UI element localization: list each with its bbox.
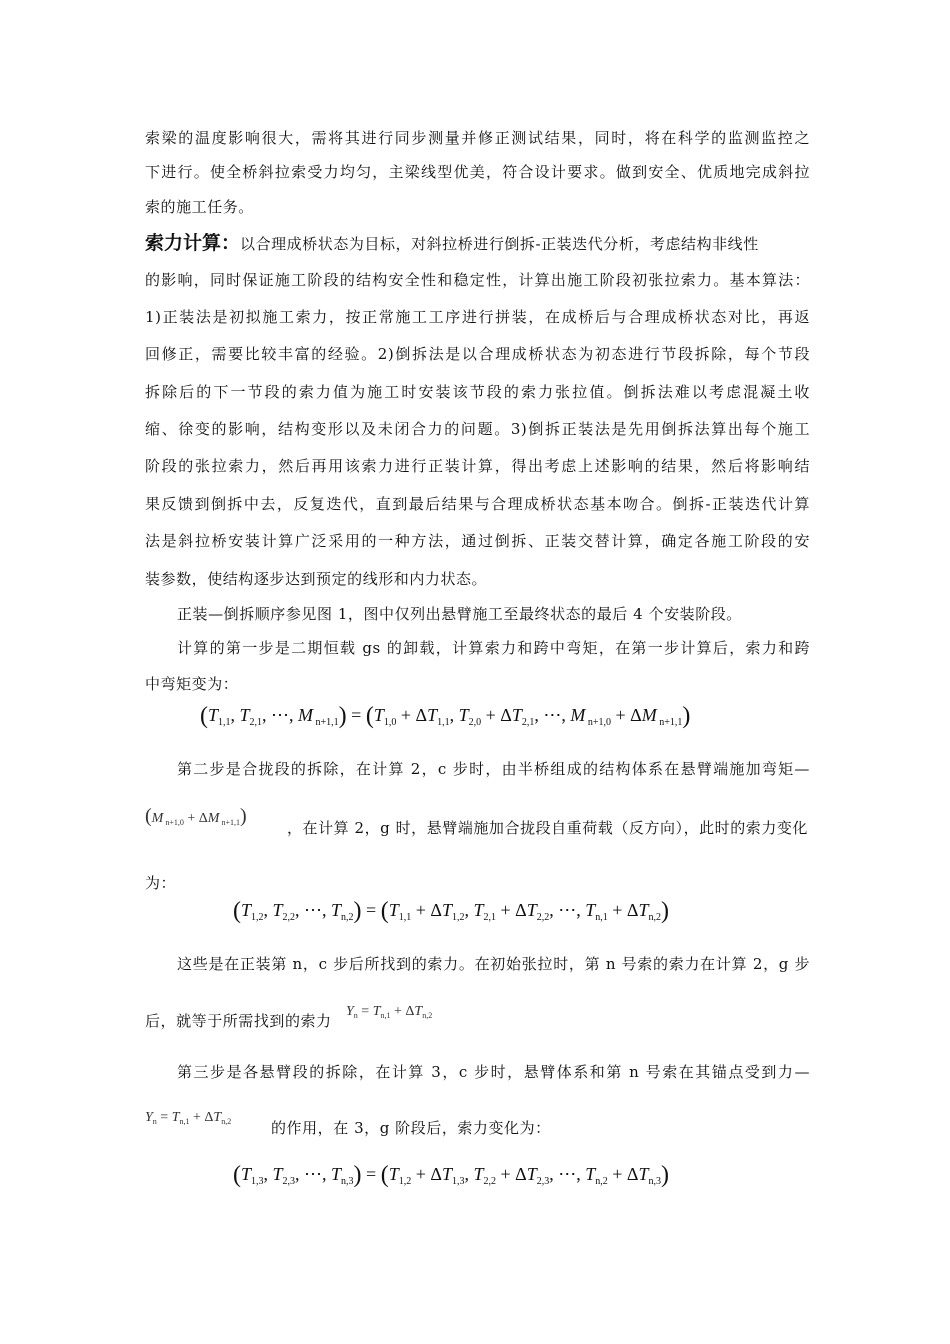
section-line	[145, 233, 810, 254]
paragraph-line: 装参数，使结构逐步达到预定的线形和内力状态。	[145, 570, 488, 588]
inline-equation: $Y_n = T_{n,1} + \Delta T_{n,2}$	[346, 1004, 433, 1020]
paragraph-line: 后，就等于所需找到的索力	[145, 1012, 332, 1030]
paragraph-line: 拆除后的下一节段的索力值为施工时安装该节段的索力张拉值。倒拆法难以考虑混凝土收	[145, 383, 810, 401]
paragraph-line: 的影响，同时保证施工阶段的结构安全性和稳定性，计算出施工阶段初张拉索力。基本算法：	[145, 271, 810, 289]
paragraph-line: 索梁的温度影响很大，需将其进行同步测量并修正测试结果，同时，将在科学的监测监控之	[145, 129, 810, 147]
paragraph-line: 索的施工任务。	[145, 198, 254, 216]
paragraph-line: ，在计算 2，g 时，悬臂端施加合拢段自重荷载（反方向），此时的索力变化	[287, 819, 808, 837]
paragraph-line: 回修正，需要比较丰富的经验。2)倒拆法是以合理成桥状态为初态进行节段拆除，每个节段	[145, 345, 810, 363]
paragraph-line: 果反馈到倒拆中去，反复迭代，直到最后结果与合理成桥状态基本吻合。倒拆-正装迭代计算	[145, 495, 810, 513]
paragraph-line: 正装—倒拆顺序参见图 1，图中仅列出悬臂施工至最终状态的最后 4 个安装阶段。	[177, 605, 742, 623]
inline-equation: (M $_{n+1,0}$ + ΔM $_{n+1,1}$)	[145, 805, 247, 827]
paragraph-line: 法是斜拉桥安装计算广泛采用的一种方法，通过倒拆、正装交替计算，确定各施工阶段的安	[145, 532, 810, 550]
paragraph-line: 第三步是各悬臂段的拆除，在计算 3，c 步时，悬臂体系和第 n 号索在其锚点受到力—	[177, 1063, 810, 1081]
paragraph-line: 下进行。使全桥斜拉索受力均匀，主梁线型优美，符合设计要求。做到安全、优质地完成斜拉	[145, 163, 810, 181]
inline-equation: $Y_n = T_{n,1} + \Delta T_{n,2}$	[145, 1110, 232, 1126]
paragraph-line: 为：	[145, 874, 177, 892]
paragraph-line: 计算的第一步是二期恒载 gs 的卸载，计算索力和跨中弯矩，在第一步计算后，索力和跨	[177, 639, 810, 657]
paragraph-line: 阶段的张拉索力，然后再用该索力进行正装计算，得出考虑上述影响的结果，然后将影响结	[145, 457, 810, 475]
equation-2: ($T_{1,2}$, $T_{2,2}$, ⋯, $T_{n,2}) = (T_{1,1} + \Delta T_{1,2}$, $T_{2,1} + \Delta T_{2,2}$, ⋯, $T_{n,1} + \Delta T_{n,2}$)	[233, 898, 669, 924]
paragraph-line: 的作用，在 3，g 阶段后，索力变化为：	[271, 1119, 551, 1137]
equation-1: ($T_{1,1}$, $T_{2,1}$, ⋯, M $_{n+1,1}) = (T_{1,0} + \Delta T_{1,1}$, $T_{2,0} + \Delta T_{2,1}$, ⋯, M $_{n+1,0}$ + ΔM $_{n+1,1}$)	[200, 703, 691, 729]
paragraph-line: 中弯矩变为：	[145, 675, 239, 693]
paragraph-line: 缩、徐变的影响，结构变形以及未闭合力的问题。3)倒拆正装法是先用倒拆法算出每个施工	[145, 420, 810, 438]
section-intro-text: 以合理成桥状态为目标，对斜拉桥进行倒拆-正装迭代分析，考虑结构非线性	[240, 235, 759, 253]
paragraph-line: 第二步是合拢段的拆除，在计算 2，c 步时，由半桥组成的结构体系在悬臂端施加弯矩—	[177, 760, 810, 778]
paragraph-line: 1)正装法是初拟施工索力，按正常施工工序进行拼装，在成桥后与合理成桥状态对比，再返	[145, 308, 810, 326]
paragraph-line: 这些是在正装第 n，c 步后所找到的索力。在初始张拉时，第 n 号索的索力在计算 2，g 步	[177, 955, 810, 973]
section-heading: 索力计算：	[145, 233, 241, 254]
equation-3: ($T_{1,3}$, $T_{2,3}$, ⋯, $T_{n,3}) = (T_{1,2} + \Delta T_{1,3}$, $T_{2,2} + \Delta T_{2,3}$, ⋯, $T_{n,2} + \Delta T_{n,3}$)	[233, 1162, 669, 1188]
